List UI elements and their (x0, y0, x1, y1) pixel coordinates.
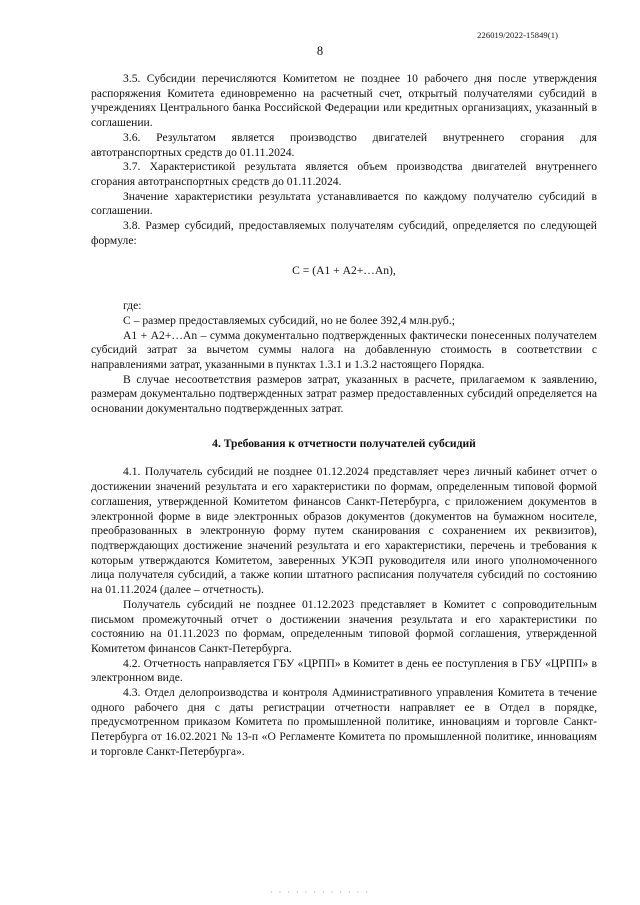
formula-definition-a: А1 + А2+…Аn – сумма документально подтвержденных фактически понесенных получателем субсидий затрат за вычетом суммы налога на добавленную стоимость в соответствии с направлениями затрат, указанными в пунктах 1.3.1 и 1.3.2 настоящего Порядка. (91, 328, 597, 371)
document-registration-number: 226019/2022-15849(1) (477, 30, 558, 40)
formula-where-label: где: (123, 299, 142, 313)
paragraph-4-2: 4.2. Отчетность направляется ГБУ «ЦРПП» в Комитет в день ее поступления в ГБУ «ЦРПП» в электронном виде. (91, 656, 597, 685)
section-4-heading: 4. Требования к отчетности получателей субсидий (212, 436, 476, 450)
document-body (91, 72, 597, 760)
page-number: 8 (316, 44, 324, 58)
paragraph-4-3: 4.3. Отдел делопроизводства и контроля Административного управления Комитета в течение одного рабочего дня с даты регистрации отчетности направляет ее в Отдел в порядке, предусмотренном приказом Комитета по промышленной политике, инновациям и торговле Санкт-Петербурга от 16.02.2021 № 13-п «О Регламенте Комитета по промышленной политике, инновациям и торговле Санкт-Петербурга». (91, 686, 597, 758)
formula-definition-c: С – размер предоставляемых субсидий, но не более 392,4 млн.руб.; (123, 313, 455, 327)
subsidy-formula: С = (А1 + А2+…Аn), (292, 264, 396, 278)
paragraph-4-1-interim-report: Получатель субсидий не позднее 01.12.2023 представляет в Комитет с сопроводительным письмом промежуточный отчет о достижении значения результата и его характеристики по состоянию на 01.11.2023 по формам, определенным типовой формой соглашения, утвержденной Комитетом финансов Санкт-Петербурга. (91, 597, 597, 655)
paragraph-3-6: 3.6. Результатом является производство двигателей внутреннего сгорания для автотранспортных средств до 01.11.2024. (91, 130, 597, 159)
paragraph-cost-mismatch: В случае несоответствия размеров затрат, указанных в расчете, прилагаемом к заявлению, размерам документально подтвержденных затрат размер предоставленных субсидий определяется на основании документально подтвержденных затрат. (91, 372, 597, 416)
scan-edge-mark: · · · · · · · · · · · · (270, 888, 370, 897)
paragraph-3-7: 3.7. Характеристикой результата является объем производства двигателей внутреннего сгорания автотранспортных средств до 01.11.2024. (91, 160, 597, 188)
paragraph-4-1: 4.1. Получатель субсидий не позднее 01.12.2024 представляет через личный кабинет отчет о достижении значений результата и его характеристики по формам, определенным типовой формой соглашения, утвержденной Комитетом финансов Санкт-Петербурга, с приложением документов в электронной форме в виде электронных образов документов (документов на бумажном носителе, преобразованных в электронную форму путем сканирования с сохранением их реквизитов), подтверждающих достижение значений результата и его характеристики, перечень и требования к которым утверждаются Комитетом, заверенных УКЭП руководителя или иного уполномоченного лица получателя субсидий, а также копии штатного расписания получателя субсидий по состоянию на 01.11.2024 (далее – отчетность). (91, 465, 597, 597)
paragraph-3-5: 3.5. Субсидии перечисляются Комитетом не позднее 10 рабочего дня после утверждения распоряжения Комитета единовременно на расчетный счет, открытый получателями субсидий в учреждениях Центрального банка Российской Федерации или кредитных организациях, указанный в соглашении. (91, 72, 597, 130)
paragraph-3-8: 3.8. Размер субсидий, предоставляемых получателям субсидий, определяется по следующей формуле: (91, 219, 597, 247)
paragraph-3-7-value: Значение характеристики результата устанавливается по каждому получателю субсидий в соглашении. (91, 189, 597, 218)
